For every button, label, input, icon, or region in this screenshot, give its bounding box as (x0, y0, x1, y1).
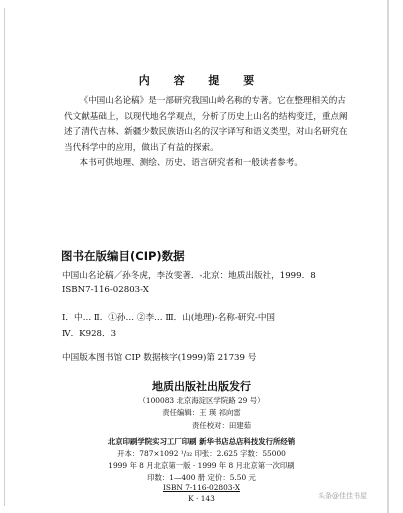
cip-heading: 图书在版编目(CIP)数据 (61, 249, 185, 263)
watermark: 头条@佳佳书屋 (318, 492, 367, 500)
summary-text (64, 94, 354, 172)
responsible-proofreader: 责任校对：田建茹 (191, 421, 252, 430)
publisher-name: 地质出版社出版发行 (152, 380, 251, 393)
print-run-price: 印数：1—400 册 定价：5.50 元 (147, 473, 256, 482)
summary-paragraph-2: 本书可供地理、测绘、历史、语言研究者和一般读者参考。 (79, 158, 303, 168)
responsible-editors: 责任编辑：王 瑛 祁向雷 (162, 408, 241, 417)
printer-distributor: 北京印刷学院实习工厂印刷 新华书店总店科技发行所经销 (107, 437, 296, 446)
book-format: 开本：787×1092 ¹/₃₂ 印张：2.625 字数：55000 (117, 449, 286, 458)
cip-isbn: ISBN7-116-02803-X (62, 285, 149, 295)
cip-classification: Ⅳ．K928．3 (62, 329, 117, 339)
cip-catalog-line: 中国山名论稿／孙冬虎，李汝雯著．-北京：地质出版社，1999．8 (62, 271, 316, 281)
publisher-address: （100083 北京海淀区学院路 29 号） (138, 396, 265, 405)
summary-paragraph-1: 《中国山名论稿》是一部研究我国山岭名称的专著。它在整理相关的古代文献基础上，以现代地名学观点，分析了历史上山名的结构变迁，重点阐述了清代吉林、新疆少数民族语山名的汉字译写和语义类型，对山名研究在当代科学中的应用，做出了有益的探索。 (64, 96, 348, 153)
cip-subject-line: Ⅰ．中… Ⅱ．①孙… ②李… Ⅲ．山(地理)-名称-研究-中国 (62, 313, 276, 323)
class-number: K · 143 (188, 494, 215, 503)
edition-info: 1999 年 8 月北京第一版 · 1999 年 8 月北京第一次印刷 (108, 461, 295, 470)
imprint-isbn: ISBN 7-116-02803-X (162, 483, 241, 492)
summary-title: 内 容 提 要 (138, 74, 265, 87)
cip-record-number: 中国版本图书馆 CIP 数据核字(1999)第 21739 号 (62, 353, 257, 363)
